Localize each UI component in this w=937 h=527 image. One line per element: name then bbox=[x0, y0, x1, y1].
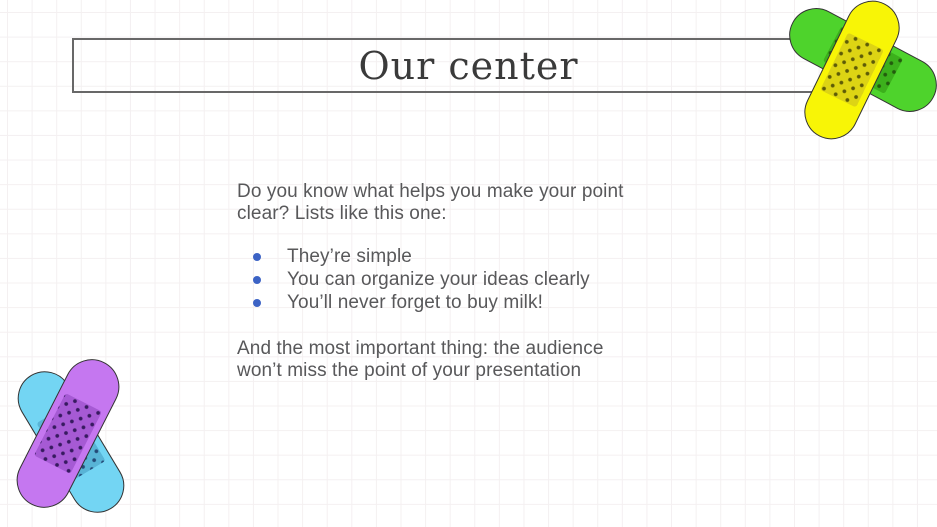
outro-line: won’t miss the point of your presentation bbox=[237, 359, 582, 381]
list-item bbox=[237, 292, 697, 315]
intro-paragraph bbox=[237, 181, 697, 224]
bullet-text: They’re simple bbox=[287, 245, 412, 267]
intro-line: clear? Lists like this one: bbox=[237, 202, 447, 224]
intro-line: Do you know what helps you make your point bbox=[237, 181, 624, 202]
bullet-list bbox=[237, 245, 697, 315]
bullet-icon bbox=[253, 253, 261, 261]
slide-body-text bbox=[237, 181, 697, 381]
outro-line: And the most important thing: the audience bbox=[237, 338, 604, 360]
page-title: Our center bbox=[358, 43, 579, 88]
title-box bbox=[72, 38, 865, 93]
bullet-icon bbox=[253, 299, 261, 307]
bullet-text: You’ll never forget to buy milk! bbox=[287, 292, 543, 314]
bullet-text: You can organize your ideas clearly bbox=[287, 269, 590, 291]
list-item bbox=[237, 245, 697, 268]
bullet-icon bbox=[253, 276, 261, 284]
outro-paragraph bbox=[237, 338, 697, 381]
list-item bbox=[237, 268, 697, 291]
